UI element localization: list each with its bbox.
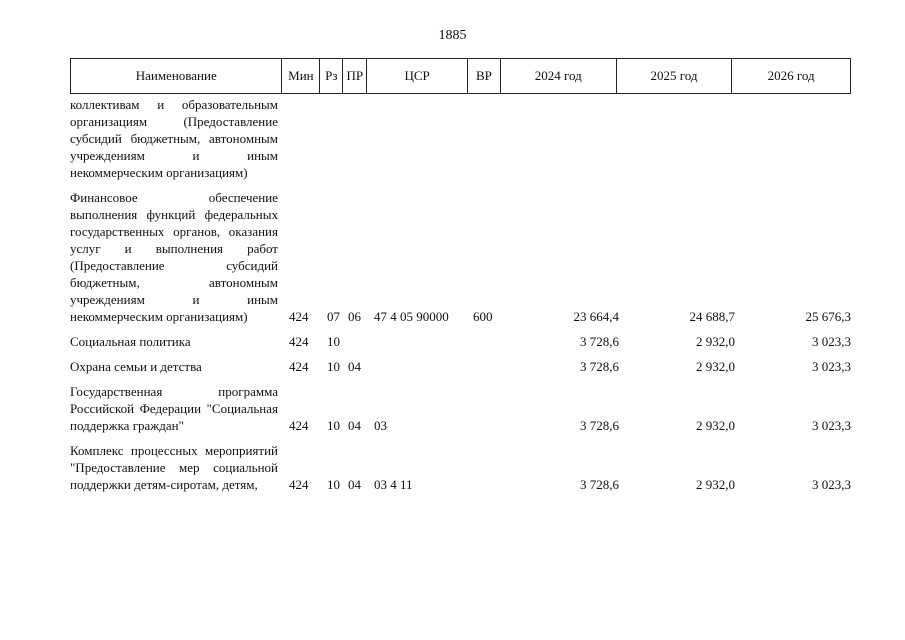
row-rz: 10: [327, 477, 340, 492]
header-vr: ВР: [468, 59, 501, 93]
row-pr: 04: [348, 359, 361, 374]
row-2026: 3 023,3: [812, 359, 851, 374]
row-min: 424: [289, 359, 309, 374]
row-2026: 3 023,3: [812, 418, 851, 433]
header-pr: ПР: [343, 59, 367, 93]
header-name: Наименование: [71, 59, 282, 93]
row-rz: 10: [327, 418, 340, 433]
table-row: [70, 358, 851, 375]
row-pr: 04: [348, 477, 361, 492]
header-min: Мин: [282, 59, 320, 93]
row-2025: 24 688,7: [689, 309, 735, 324]
row-pr: 04: [348, 418, 361, 433]
table-row: [70, 333, 851, 350]
row-min: 424: [289, 418, 309, 433]
row-2025: 2 932,0: [696, 334, 735, 349]
header-rz: Рз: [320, 59, 343, 93]
table-header: [70, 58, 851, 94]
page-number: 1885: [438, 28, 467, 43]
row-pr: 06: [348, 309, 361, 324]
row-min: 424: [289, 334, 309, 349]
row-2024: 3 728,6: [580, 334, 619, 349]
row-2026: 3 023,3: [812, 477, 851, 492]
row-name: Государственная программа Российской Федерации "Социальная поддержка граждан": [70, 384, 278, 433]
header-year-2025: 2025 год: [617, 59, 733, 93]
row-2024: 23 664,4: [573, 309, 619, 324]
row-2024: 3 728,6: [580, 418, 619, 433]
row-2025: 2 932,0: [696, 418, 735, 433]
header-year-2026: 2026 год: [767, 68, 815, 83]
table-row: [70, 96, 851, 181]
row-name: Комплекс процессных мероприятий "Предоставление мер социальной поддержки детям-сиротам, детям,: [70, 443, 278, 492]
row-csr: 47 4 05 90000: [374, 309, 449, 324]
row-vr: 600: [473, 309, 493, 324]
table-row: [70, 383, 851, 434]
row-name: Финансовое обеспечение выполнения функций федеральных государственных органов, оказания услуг и выполнения работ (Предоставление субсидий бюджетным, автономным учреждениям и иным некоммерческим организациям): [70, 190, 278, 324]
table-row: [70, 189, 851, 325]
header-csr: ЦСР: [367, 59, 468, 93]
row-2025: 2 932,0: [696, 359, 735, 374]
row-2024: 3 728,6: [580, 359, 619, 374]
row-csr: 03 4 11: [374, 477, 413, 492]
header-year-2024: 2024 год: [501, 59, 617, 93]
row-rz: 07: [327, 309, 340, 324]
table-body: [70, 96, 851, 493]
row-rz: 10: [327, 359, 340, 374]
row-name: Социальная политика: [70, 334, 191, 349]
row-min: 424: [289, 477, 309, 492]
row-min: 424: [289, 309, 309, 324]
row-2024: 3 728,6: [580, 477, 619, 492]
row-csr: 03: [374, 418, 387, 433]
row-2026: 3 023,3: [812, 334, 851, 349]
row-rz: 10: [327, 334, 340, 349]
table-row: [70, 442, 851, 493]
row-2025: 2 932,0: [696, 477, 735, 492]
row-name: коллективам и образовательным организациям (Предоставление субсидий бюджетным, автономным учреждениям и иным некоммерческим организациям): [70, 97, 278, 180]
row-name: Охрана семьи и детства: [70, 359, 202, 374]
row-2026: 25 676,3: [805, 309, 851, 324]
